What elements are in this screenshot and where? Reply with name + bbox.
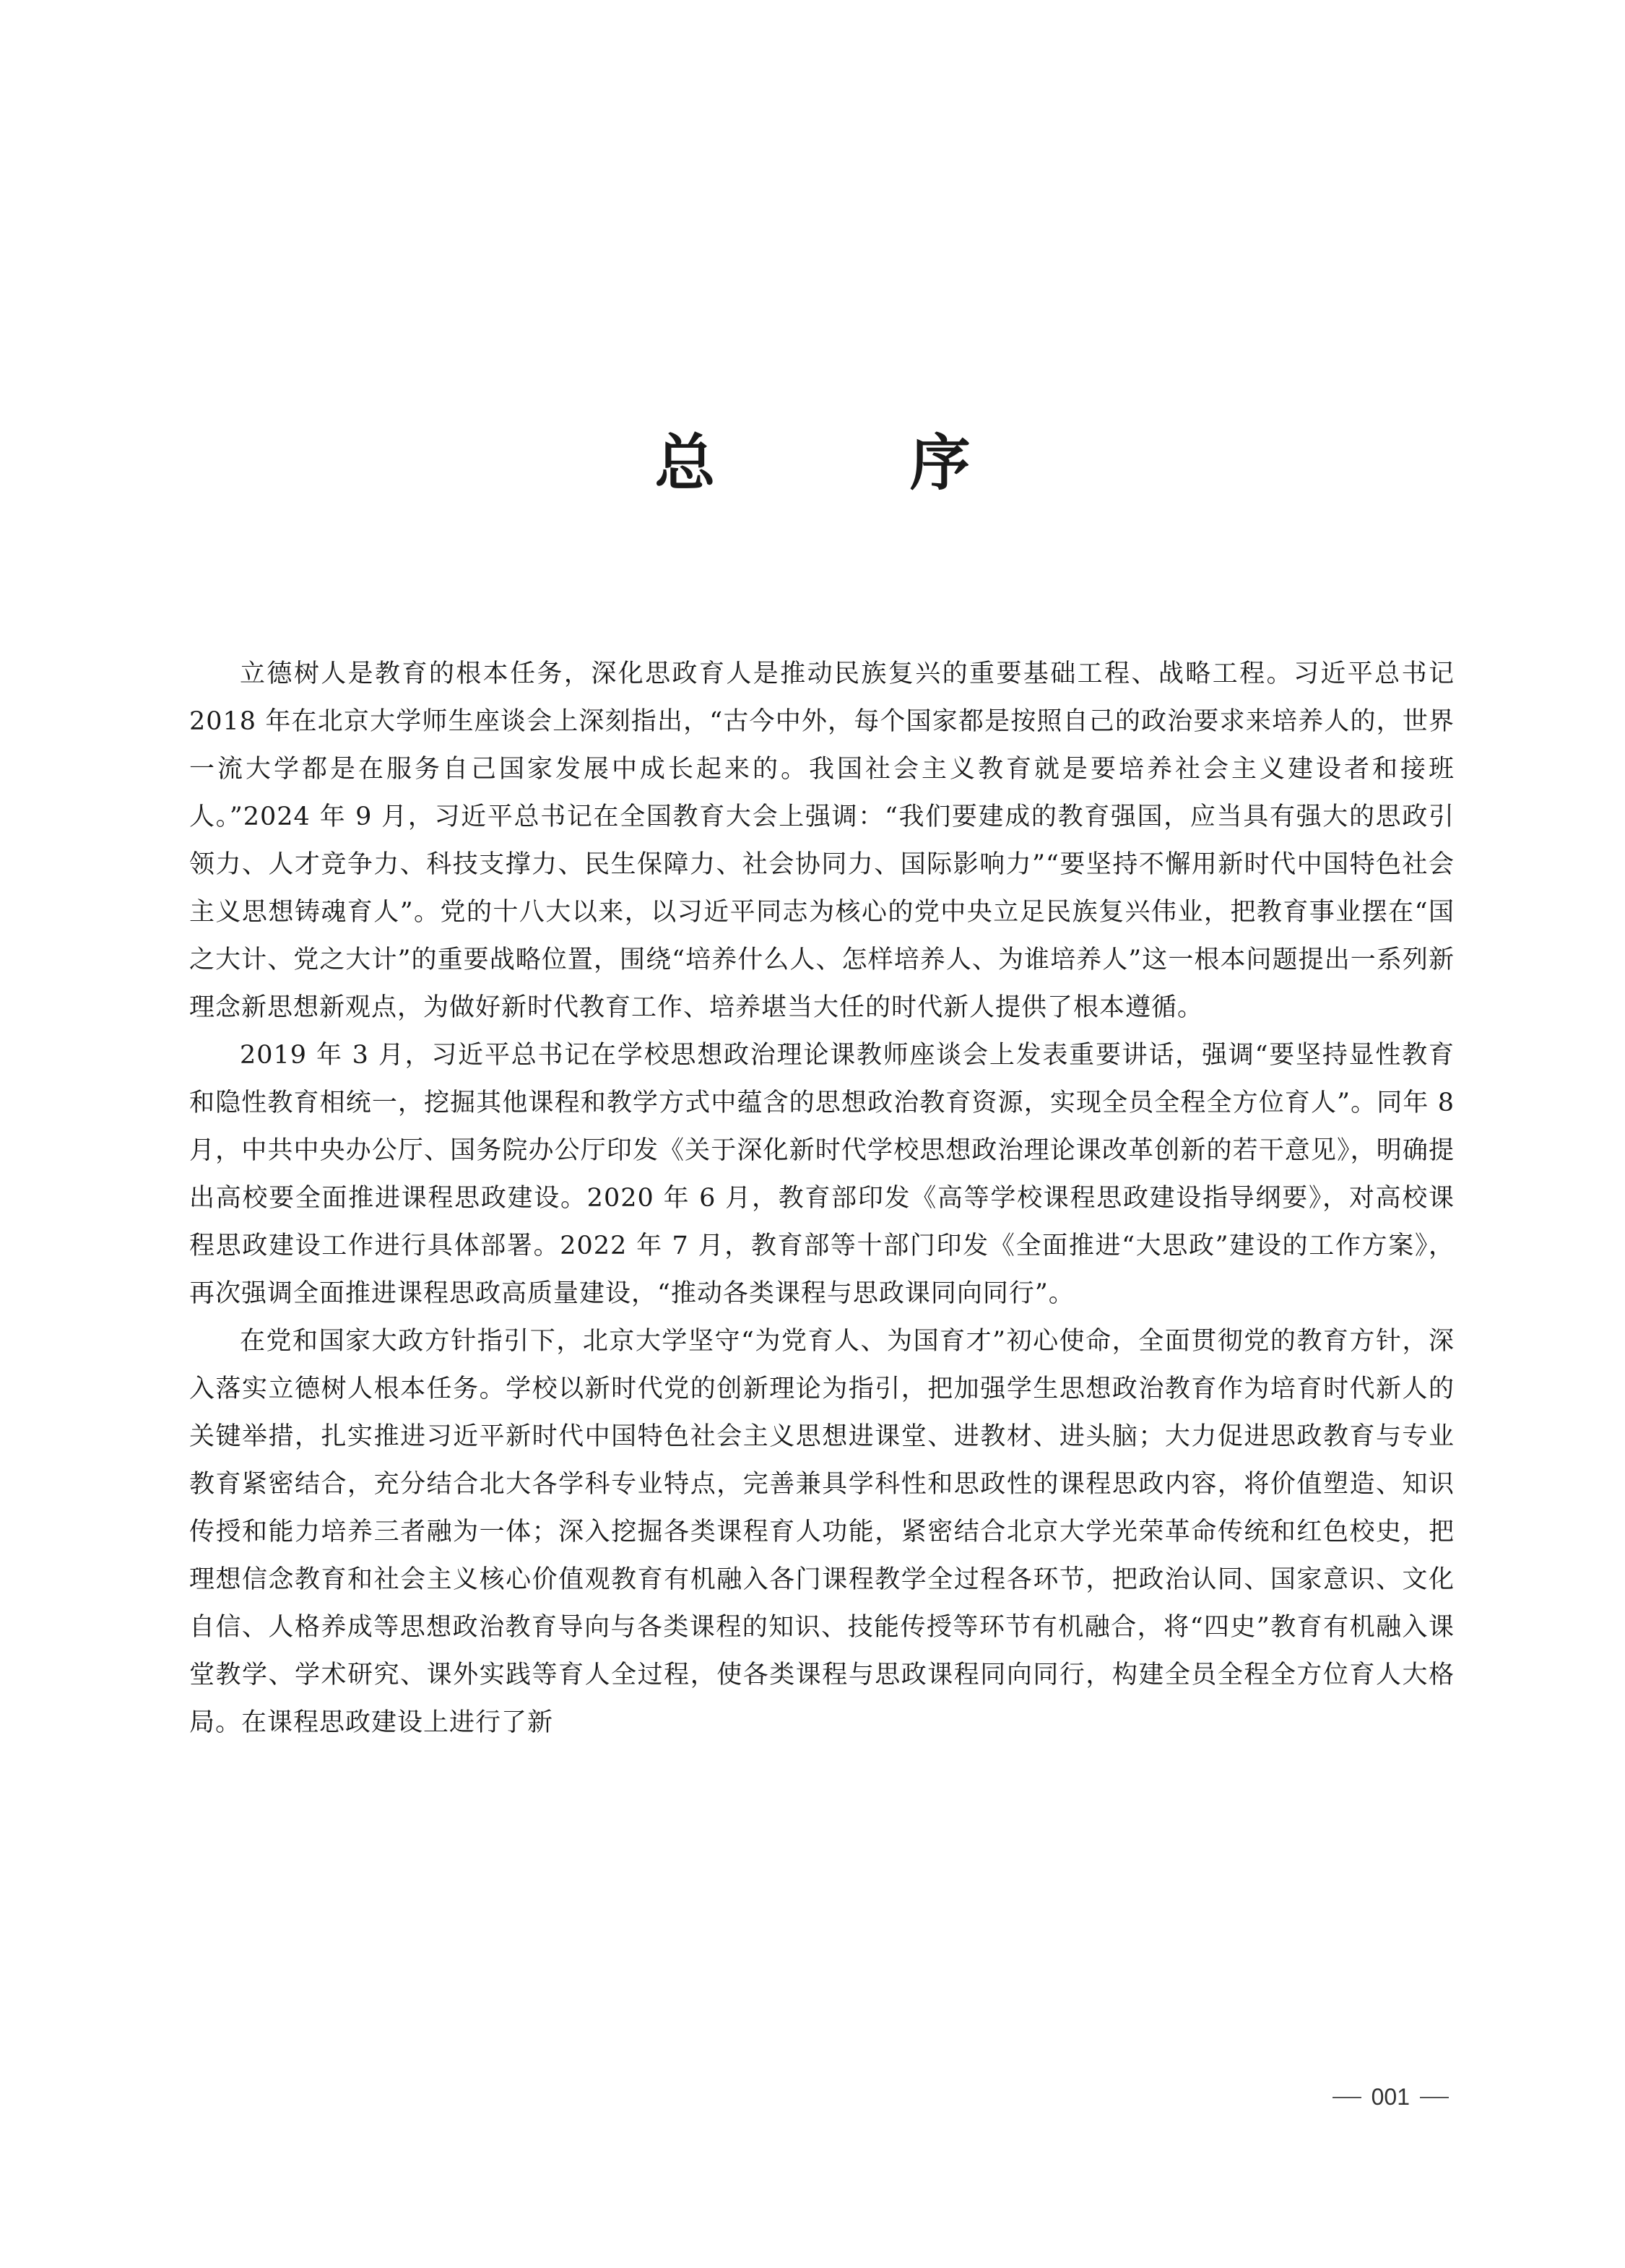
left-dash-decoration <box>1332 2097 1361 2098</box>
page-number-footer <box>1332 2084 1449 2111</box>
paragraph-2: 2019 年 3 月，习近平总书记在学校思想政治理论课教师座谈会上发表重要讲话，强调“要坚持显性教育和隐性教育相统一，挖掘其他课程和教学方式中蕴含的思想政治教育资源，实现全员全程全方位育人”。同年 8 月，中共中央办公厅、国务院办公厅印发《关于深化新时代学校思想政治理论课改革创新的若干意见》，明确提出高校要全面推进课程思政建设。2020 年 6 月，教育部印发《高等学校课程思政建设指导纲要》，对高校课程思政建设工作进行具体部署。2022 年 7 月，教育部等十部门印发《全面推进“大思政”建设的工作方案》，再次强调全面推进课程思政高质量建设，“推动各类课程与思政课同向同行”。 <box>189 1041 1455 1308</box>
page-number: 001 <box>1371 2084 1410 2110</box>
page-title: 总 序 <box>654 428 1057 499</box>
preface-body <box>189 650 1455 1747</box>
paragraph-1: 立德树人是教育的根本任务，深化思政育人是推动民族复兴的重要基础工程、战略工程。习近平总书记 2018 年在北京大学师生座谈会上深刻指出，“古今中外，每个国家都是按照自己的政治要求来培养人的，世界一流大学都是在服务自己国家发展中成长起来的。我国社会主义教育就是要培养社会主义建设者和接班人。”2024 年 9 月，习近平总书记在全国教育大会上强调：“我们要建成的教育强国，应当具有强大的思政引领力、人才竞争力、科技支撑力、民生保障力、社会协同力、国际影响力”“要坚持不懈用新时代中国特色社会主义思想铸魂育人”。党的十八大以来，以习近平同志为核心的党中央立足民族复兴伟业，把教育事业摆在“国之大计、党之大计”的重要战略位置，围绕“培养什么人、怎样培养人、为谁培养人”这一根本问题提出一系列新理念新思想新观点，为做好新时代教育工作、培养堪当大任的时代新人提供了根本遵循。 <box>189 659 1455 1022</box>
right-dash-decoration <box>1420 2097 1449 2098</box>
paragraph-3: 在党和国家大政方针指引下，北京大学坚守“为党育人、为国育才”初心使命，全面贯彻党的教育方针，深入落实立德树人根本任务。学校以新时代党的创新理论为指引，把加强学生思想政治教育作为培育时代新人的关键举措，扎实推进习近平新时代中国特色社会主义思想进课堂、进教材、进头脑；大力促进思政教育与专业教育紧密结合，充分结合北大各学科专业特点，完善兼具学科性和思政性的课程思政内容，将价值塑造、知识传授和能力培养三者融为一体；深入挖掘各类课程育人功能，紧密结合北京大学光荣革命传统和红色校史，把理想信念教育和社会主义核心价值观教育有机融入各门课程教学全过程各环节，把政治认同、国家意识、文化自信、人格养成等思想政治教育导向与各类课程的知识、技能传授等环节有机融合，将“四史”教育有机融入课堂教学、学术研究、课外实践等育人全过程，使各类课程与思政课程同向同行，构建全员全程全方位育人大格局。在课程思政建设上进行了新 <box>189 1327 1455 1737</box>
